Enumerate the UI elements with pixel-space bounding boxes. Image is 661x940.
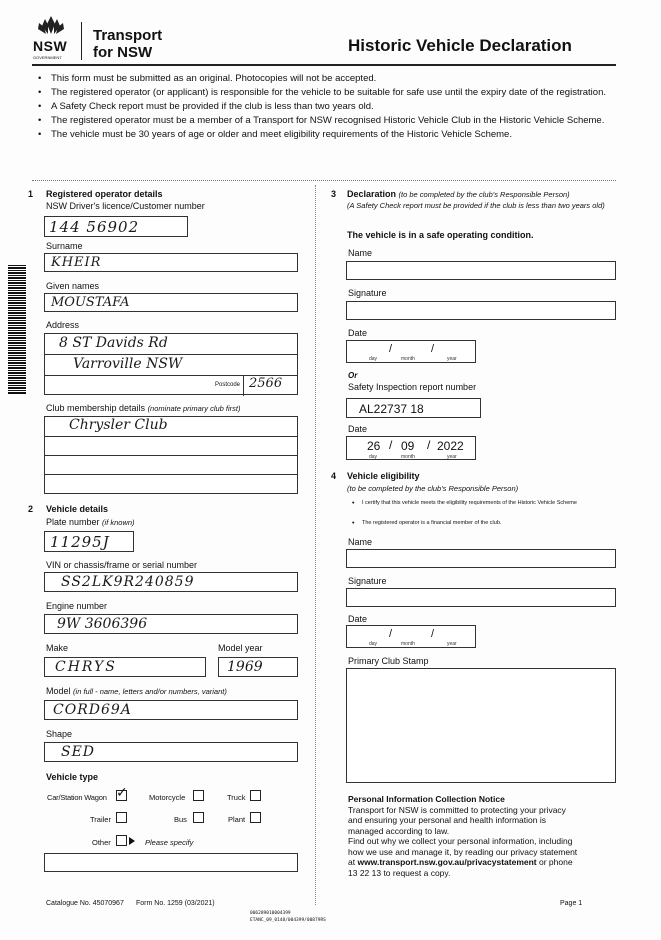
eligibility-date-field[interactable] bbox=[346, 625, 476, 648]
declaration-date-field[interactable] bbox=[346, 340, 476, 363]
safety-report-field[interactable] bbox=[346, 398, 481, 418]
declaration-name-label: Name bbox=[348, 248, 373, 258]
arrow-icon bbox=[129, 837, 135, 845]
type-motorcycle-checkbox[interactable] bbox=[193, 790, 204, 801]
section2-number: 2 bbox=[28, 504, 34, 514]
type-truck-checkbox[interactable] bbox=[250, 790, 261, 801]
eligibility-date-label: Date bbox=[348, 614, 368, 624]
column-divider bbox=[315, 185, 316, 905]
surname-label: Surname bbox=[46, 241, 83, 251]
type-other-field[interactable] bbox=[44, 853, 298, 872]
shape-value: SED bbox=[61, 744, 96, 760]
declaration-signature-label: Signature bbox=[348, 288, 387, 298]
nsw-government-text: GOVERNMENT bbox=[33, 55, 62, 60]
inspection-date-year: 2022 bbox=[437, 439, 464, 453]
note-item: • This form must be submitted as an original. Photocopies will not be accepted. bbox=[38, 73, 618, 84]
section3-title bbox=[347, 189, 570, 199]
bullet-dot: • bbox=[352, 500, 355, 507]
date-month-caption: month bbox=[401, 454, 415, 460]
notes-rule bbox=[32, 180, 616, 182]
section4-title-hint: (to be completed by the club's Responsible Person) bbox=[347, 484, 519, 493]
section1-number: 1 bbox=[28, 189, 34, 199]
date-sep: / bbox=[389, 438, 393, 452]
surname-field[interactable] bbox=[44, 253, 298, 272]
section4-title bbox=[347, 471, 420, 481]
given-names-value: MOUSTAFA bbox=[51, 295, 130, 310]
type-trailer-checkbox[interactable] bbox=[116, 812, 127, 823]
type-other-checkbox[interactable] bbox=[116, 835, 127, 846]
model-label-text: Model bbox=[46, 686, 71, 696]
note-item: • The registered operator must be a member of a Transport for NSW recognised Historic Vehicle Club in the Historic Vehicle Scheme. bbox=[38, 115, 618, 126]
model-field[interactable] bbox=[44, 700, 298, 720]
privacy-prefix: at bbox=[348, 857, 358, 867]
agency-name-line1: Transport bbox=[93, 27, 163, 44]
vin-field[interactable] bbox=[44, 572, 298, 592]
instruction-notes bbox=[38, 73, 618, 143]
date-year-caption: year bbox=[447, 641, 457, 647]
type-trailer-label: Trailer bbox=[90, 815, 111, 824]
vehicle-type-label: Vehicle type bbox=[46, 772, 99, 782]
engine-label: Engine number bbox=[46, 601, 108, 611]
privacy-suffix: or phone bbox=[536, 857, 573, 867]
type-other-hint: Please specify bbox=[145, 838, 194, 847]
cert-item-1-text: I certify that this vehicle meets the eligibility requirements of the Historic Vehicle Scheme bbox=[362, 500, 577, 506]
privacy-title: Personal Information Collection Notice bbox=[348, 794, 505, 804]
date-sep: / bbox=[427, 438, 431, 452]
privacy-line: Find out why we collect your personal information, including bbox=[348, 836, 573, 846]
inspection-date-field[interactable] bbox=[346, 436, 476, 460]
privacy-line: managed according to law. bbox=[348, 825, 450, 836]
cert-item-2-text: The registered operator is a financial member of the club. bbox=[362, 520, 502, 526]
licence-value: 144 56902 bbox=[49, 218, 140, 236]
plate-label bbox=[46, 517, 135, 527]
section3-number: 3 bbox=[331, 189, 337, 199]
privacy-line bbox=[348, 857, 623, 868]
address-line1-value: 8 ST Davids Rd bbox=[59, 335, 168, 351]
date-month-caption: month bbox=[401, 356, 415, 362]
section3-title-hint: (to be completed by the club's Responsible Person) bbox=[398, 190, 570, 199]
form-title: Historic Vehicle Declaration bbox=[348, 36, 572, 55]
header-rule bbox=[32, 64, 616, 66]
safe-condition-statement: The vehicle is in a safe operating condition. bbox=[347, 230, 534, 240]
surname-value: KHEIR bbox=[51, 255, 102, 270]
eligibility-signature-label: Signature bbox=[348, 576, 387, 586]
privacy-line: and ensuring your personal and health information is bbox=[348, 815, 546, 825]
make-label: Make bbox=[46, 643, 69, 653]
section4-title-text: Vehicle eligibility bbox=[347, 471, 420, 481]
safety-report-label: Safety Inspection report number bbox=[348, 382, 477, 392]
eligibility-name-field[interactable] bbox=[346, 549, 616, 568]
type-plant-checkbox[interactable] bbox=[250, 812, 261, 823]
bullet-dot: • bbox=[352, 520, 355, 527]
section2-title: Vehicle details bbox=[46, 504, 109, 514]
eligibility-name-label: Name bbox=[348, 537, 373, 547]
note-item: • A Safety Check report must be provided if the club is less than two years old. bbox=[38, 101, 618, 112]
engine-value: 9W 3606396 bbox=[57, 616, 148, 632]
declaration-date-label: Date bbox=[348, 328, 368, 338]
licence-label: NSW Driver's licence/Customer number bbox=[46, 201, 205, 211]
plate-field[interactable] bbox=[44, 531, 134, 552]
type-other-label: Other bbox=[92, 838, 111, 847]
club-line-divider-2 bbox=[45, 455, 297, 456]
agency-name-line2: for NSW bbox=[93, 44, 153, 61]
form-number: Form No. 1259 (03/2021) bbox=[136, 900, 215, 907]
privacy-statement-link[interactable]: www.transport.nsw.gov.au/privacystatement bbox=[357, 857, 537, 867]
privacy-line: Transport for NSW is committed to protecting your privacy bbox=[348, 804, 566, 815]
date-day-caption: day bbox=[369, 641, 378, 647]
footer-code-2: ETANC_09_0148/004399/00879RS bbox=[250, 918, 326, 923]
declaration-signature-field[interactable] bbox=[346, 301, 616, 320]
make-value: CHRYS bbox=[55, 659, 117, 675]
nsw-waratah-logo bbox=[34, 14, 68, 36]
section3-hint: (A Safety Check report must be provided if the club is less than two years old) bbox=[347, 201, 605, 210]
make-field[interactable] bbox=[44, 657, 206, 677]
cert-item-1 bbox=[352, 500, 624, 507]
section4-number: 4 bbox=[331, 471, 337, 481]
date-sep: / bbox=[389, 628, 393, 640]
safety-report-value: AL22737 18 bbox=[359, 402, 424, 416]
car-checkmark: ✓ bbox=[116, 785, 128, 801]
section1-title: Registered operator details bbox=[46, 189, 163, 199]
club-membership-label-text: Club membership details bbox=[46, 403, 146, 413]
type-truck-label: Truck bbox=[227, 793, 246, 802]
date-day-caption: day bbox=[369, 356, 378, 362]
catalogue-number: Catalogue No. 45070967 bbox=[46, 900, 124, 907]
note-item: • The vehicle must be 30 years of age or older and meet eligibility requirements of the Historic Vehicle Scheme. bbox=[38, 129, 618, 140]
inspection-date-label: Date bbox=[348, 424, 368, 434]
address-line2-value: Varroville NSW bbox=[73, 356, 183, 372]
date-day-caption: day bbox=[369, 454, 378, 460]
model-year-label: Model year bbox=[218, 643, 263, 653]
page-number: Page 1 bbox=[560, 900, 583, 907]
side-barcode bbox=[8, 265, 26, 395]
type-plant-label: Plant bbox=[228, 815, 246, 824]
postcode-value: 2566 bbox=[249, 376, 283, 391]
model-value: CORD69A bbox=[53, 702, 132, 718]
given-names-label: Given names bbox=[46, 281, 100, 291]
type-bus-checkbox[interactable] bbox=[193, 812, 204, 823]
club-membership-value: Chrysler Club bbox=[69, 417, 168, 433]
model-year-field[interactable] bbox=[218, 657, 298, 677]
date-sep: / bbox=[431, 343, 435, 355]
plate-hint: (if known) bbox=[102, 518, 135, 527]
type-bus-label: Bus bbox=[174, 815, 187, 824]
section3-title-text: Declaration bbox=[347, 189, 397, 199]
date-year-caption: year bbox=[447, 454, 457, 460]
inspection-date-day: 26 bbox=[367, 439, 381, 453]
privacy-line: how we use and manage it, by reading our privacy statement bbox=[348, 846, 578, 857]
privacy-notice bbox=[348, 794, 623, 878]
vin-label: VIN or chassis/frame or serial number bbox=[46, 560, 198, 570]
footer-code-1: 006289010004399 bbox=[250, 911, 291, 916]
club-membership-label bbox=[46, 403, 241, 413]
club-stamp-field[interactable] bbox=[346, 668, 616, 783]
date-sep: / bbox=[431, 628, 435, 640]
shape-label: Shape bbox=[46, 729, 73, 739]
inspection-date-month: 09 bbox=[401, 439, 415, 453]
shape-field[interactable] bbox=[44, 742, 298, 762]
date-year-caption: year bbox=[447, 356, 457, 362]
engine-field[interactable] bbox=[44, 614, 298, 634]
eligibility-signature-field[interactable] bbox=[346, 588, 616, 607]
date-sep: / bbox=[389, 343, 393, 355]
nsw-logo-text: NSW bbox=[33, 38, 68, 54]
club-stamp-label: Primary Club Stamp bbox=[348, 656, 429, 666]
plate-value: 11295J bbox=[50, 533, 110, 551]
address-field[interactable] bbox=[44, 333, 298, 395]
declaration-name-field[interactable] bbox=[346, 261, 616, 280]
type-car-label: Car/Station Wagon bbox=[47, 793, 107, 802]
address-line-divider-1 bbox=[45, 354, 297, 355]
club-line-divider-1 bbox=[45, 436, 297, 437]
postcode-label: Postcode bbox=[215, 382, 241, 388]
privacy-line: 13 22 13 to request a copy. bbox=[348, 867, 451, 878]
type-car-checkbox[interactable] bbox=[116, 785, 128, 801]
note-item: • The registered operator (or applicant) is responsible for the vehicle to be suitable for safe use until the expiry date of the registration. bbox=[38, 87, 618, 98]
model-year-value: 1969 bbox=[227, 659, 263, 675]
cert-item-2 bbox=[352, 520, 624, 527]
postcode-cell bbox=[243, 375, 244, 396]
club-membership-field[interactable] bbox=[44, 416, 298, 494]
club-line-divider-3 bbox=[45, 474, 297, 475]
club-membership-hint: (nominate primary club first) bbox=[147, 404, 241, 413]
model-label bbox=[46, 686, 227, 696]
model-hint: (in full - name, letters and/or numbers, variant) bbox=[73, 687, 227, 696]
logo-divider bbox=[81, 22, 82, 60]
given-names-field[interactable] bbox=[44, 293, 298, 312]
plate-label-text: Plate number bbox=[46, 517, 100, 527]
licence-field[interactable] bbox=[44, 216, 188, 237]
date-month-caption: month bbox=[401, 641, 415, 647]
or-label: Or bbox=[348, 371, 358, 380]
type-motorcycle-label: Motorcycle bbox=[149, 793, 186, 802]
address-label: Address bbox=[46, 320, 80, 330]
vin-value: SS2LK9R240859 bbox=[61, 574, 195, 590]
